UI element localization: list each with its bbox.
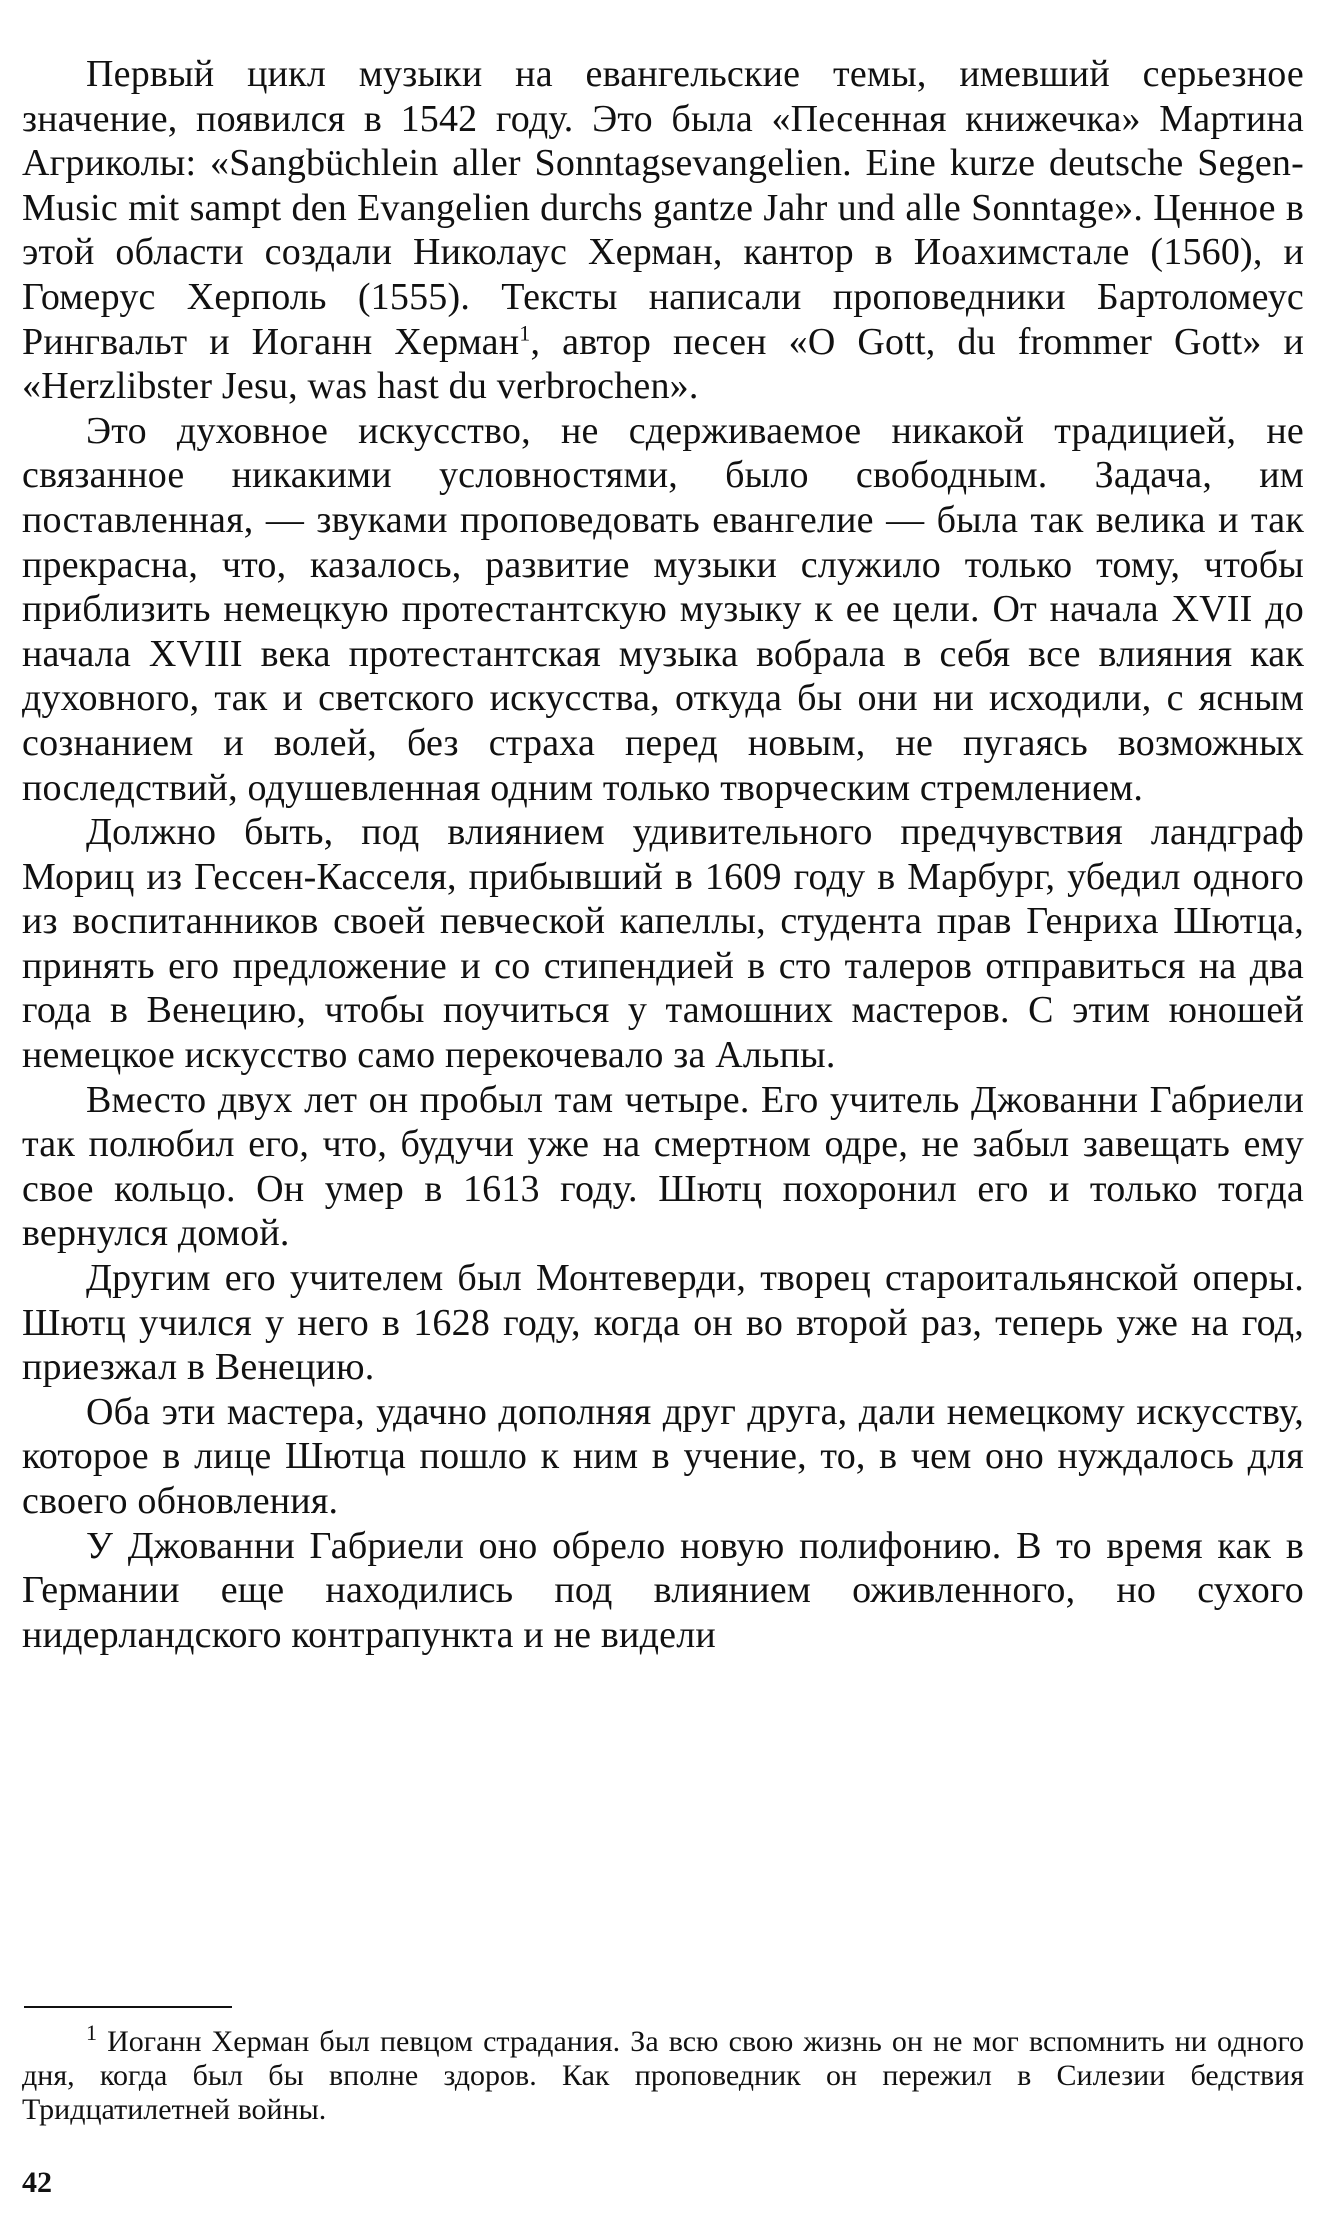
paragraph-4: Вместо двух лет он пробыл там четыре. Его учитель Джованни Габриели так полюбил его, что, будучи уже на смертном одре, не забыл завещать ему свое кольцо. Он умер в 1613 году. Шютц похоронил его и только тогда вернулся домой. — [22, 1078, 1304, 1255]
footnote-text: Иоганн Херман был певцом страдания. За всю свою жизнь он не мог вспомнить ни одного дня, когда был бы вполне здоров. Как проповедник он пережил в Силезии бедствия Тридцатилетней войны. — [22, 2025, 1304, 2126]
paragraph-7: У Джованни Габриели оно обрело новую полифонию. В то время как в Германии еще находились под влиянием оживленного, но сухого нидерландского контрапункта и не видели — [22, 1524, 1304, 1656]
footnote-divider — [24, 2006, 232, 2008]
paragraph-1 — [22, 52, 1304, 409]
page-body — [22, 52, 1304, 1657]
paragraph-3: Должно быть, под влиянием удивительного предчувствия ландграф Мориц из Гессен-Касселя, прибывший в 1609 году в Марбург, убедил одного из воспитанников своей певческой капеллы, студента прав Генриха Шютца, принять его предложение и со стипендией в сто талеров отправиться на два года в Венецию, чтобы поучиться у тамошних мастеров. С этим юношей немецкое искусство само перекочевало за Альпы. — [22, 811, 1304, 1077]
paragraph-5: Другим его учителем был Монтеверди, творец староитальянской оперы. Шютц учился у него в 1628 году, когда он во второй раз, теперь уже на год, приезжал в Венецию. — [22, 1257, 1304, 1389]
paragraph-6: Оба эти мастера, удачно дополняя друг друга, дали немецкому искусству, которое в лице Шютца пошло к ним в учение, то, в чем оно нуждалось для своего обновления. — [22, 1390, 1304, 1522]
page-number: 42 — [22, 2166, 52, 2199]
main-text — [22, 52, 1304, 1657]
footnote-ref: 1 — [519, 319, 531, 345]
paragraph-1-tail: , автор песен «O Gott, du frommer Gott» и «Herzlibster Jesu, was hast du verbrochen». — [22, 320, 1304, 408]
paragraph-1-text: Первый цикл музыки на евангельские темы, имевший серьезное значение, появился в 1542 году. Это была «Песенная книжечка» Мартина Агриколы: «Sangbüchlein aller Sonntagsevangelien. Eine kurze deutsche Segen-Music mit sampt den Evangelien durchs gantze Jahr und alle Sonntage». Ценное в этой области создали Николаус Херман, кантор в Иоахимстале (1560), и Гомерус Херполь (1555). Тексты написали проповедники Бартоломеус Рингвальт и Иоганн Херман — [22, 53, 1304, 363]
footnote-marker: 1 — [86, 2020, 97, 2045]
footnote — [22, 2020, 1304, 2127]
paragraph-2: Это духовное искусство, не сдерживаемое никакой традицией, не связанное никакими условностями, было свободным. Задача, им поставленная, — звуками проповедовать евангелие — была так велика и так прекрасна, что, казалось, развитие музыки служило только тому, чтобы приблизить немецкую протестантскую музыку к ее цели. От начала XVII до начала XVIII века протестантская музыка вобрала в себя все влияния как духовного, так и светского искусства, откуда бы они ни исходили, с ясным сознанием и волей, без страха перед новым, не пугаясь возможных последствий, одушевленная одним только творческим стремлением. — [22, 409, 1304, 809]
